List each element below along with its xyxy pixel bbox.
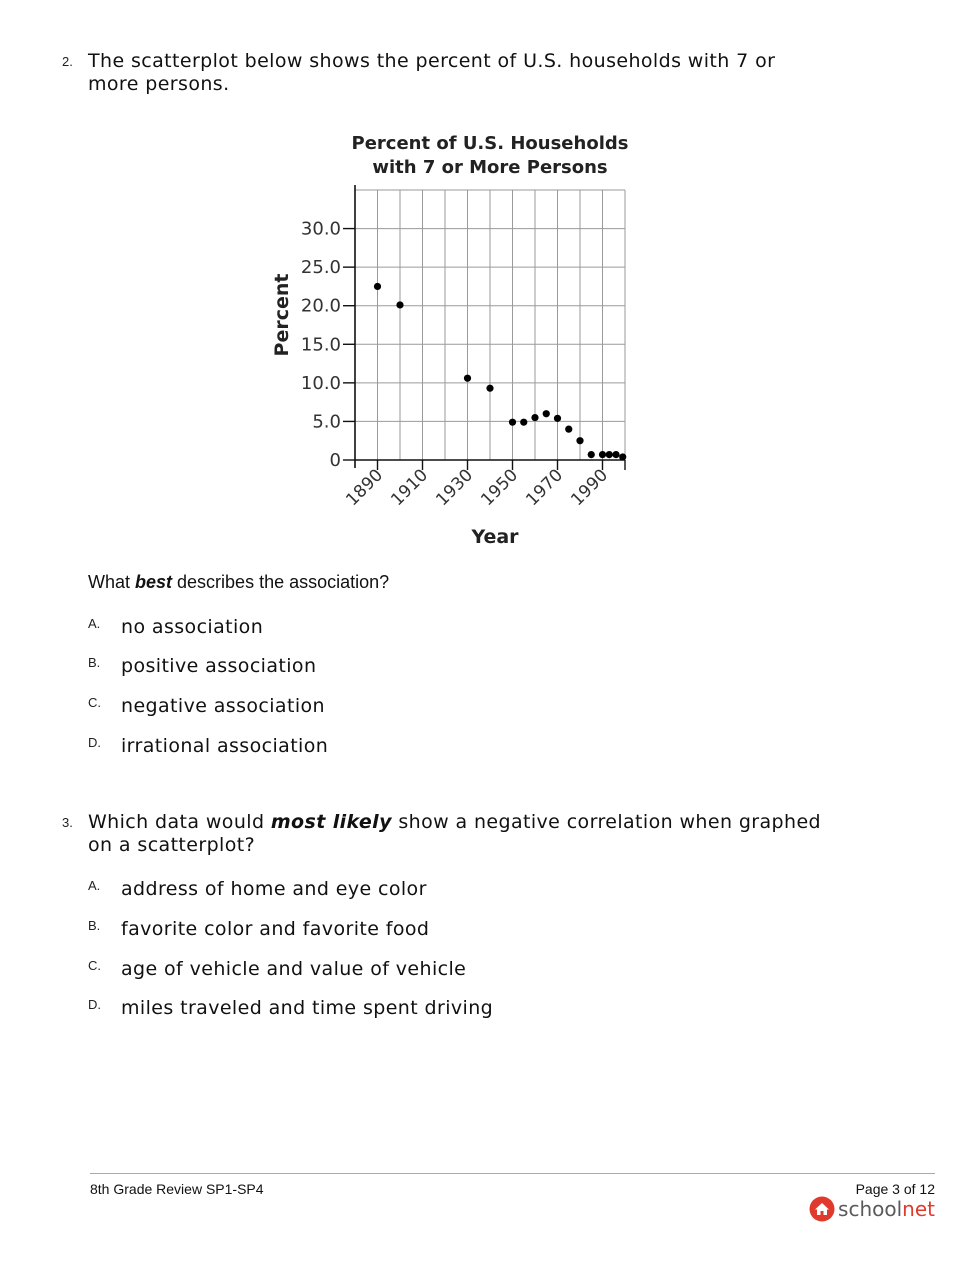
choice-text: negative association [121, 695, 325, 717]
choice-letter: C. [88, 958, 101, 973]
data-point [588, 451, 595, 458]
x-tick-label: 1930 [432, 465, 478, 511]
data-point [520, 419, 527, 426]
footer-divider [90, 1173, 935, 1174]
choice-letter: C. [88, 695, 101, 710]
data-point [396, 301, 403, 308]
choice-letter: B. [88, 655, 101, 670]
choice-text: miles traveled and time spent driving [121, 997, 494, 1019]
question-2-number: 2. [62, 54, 73, 69]
brand-name-part1: school [838, 1197, 903, 1221]
choice-text: irrational association [121, 735, 329, 757]
choice-letter: A. [88, 616, 101, 631]
chart-title-line1: Percent of U.S. Households [351, 133, 629, 154]
data-point [599, 451, 606, 458]
question-3-number: 3. [62, 815, 73, 830]
brand-name-part2: net [902, 1197, 935, 1221]
chart-grid [355, 190, 625, 460]
data-point [374, 283, 381, 290]
choice-text: age of vehicle and value of vehicle [121, 958, 467, 980]
choice-text: address of home and eye color [121, 878, 427, 900]
question-3-text-line1: Which data would most likely show a negative correlation when graphed [88, 811, 822, 833]
data-point [486, 385, 493, 392]
question-emphasis: most likely [270, 811, 392, 833]
x-tick-label: 1910 [387, 465, 433, 511]
data-point [554, 415, 561, 422]
footer-title: 8th Grade Review SP1-SP4 [90, 1181, 264, 1197]
y-tick-label: 10.0 [300, 372, 341, 394]
question-3-text-line2: on a scatterplot? [88, 834, 256, 856]
page-number: Page 3 of 12 [855, 1181, 935, 1197]
y-tick-label: 0 [329, 450, 341, 471]
y-tick-label: 15.0 [300, 334, 341, 356]
chart-title-line2: with 7 or More Persons [372, 157, 608, 178]
question-2-text-line2: more persons. [88, 73, 230, 95]
y-axis-label: Percent [271, 273, 293, 357]
choice-letter: D. [88, 735, 101, 750]
choice-letter: A. [88, 878, 101, 893]
schoolnet-logo [809, 1195, 935, 1223]
data-point [612, 451, 619, 458]
y-tick-label: 30.0 [300, 218, 341, 240]
scatterplot-chart [255, 120, 655, 560]
data-point [531, 414, 538, 421]
choice-letter: D. [88, 997, 101, 1012]
chart-points [374, 283, 626, 461]
x-axis-label: Year [471, 526, 519, 548]
data-point [565, 426, 572, 433]
x-tick-label: 1890 [342, 465, 388, 511]
question-2-text-line1: The scatterplot below shows the percent of U.S. households with 7 or [88, 50, 776, 72]
data-point [606, 451, 613, 458]
y-tick-label: 20.0 [300, 295, 341, 317]
x-tick-label: 1950 [477, 465, 523, 511]
choice-text: no association [121, 616, 264, 638]
data-point [543, 410, 550, 417]
question-2-prompt: What best describes the association? [88, 572, 390, 592]
data-point [619, 453, 626, 460]
prompt-emphasis: best [135, 572, 173, 592]
house-icon [809, 1196, 835, 1222]
choice-letter: B. [88, 918, 101, 933]
data-point [464, 375, 471, 382]
y-tick-label: 25.0 [300, 257, 341, 279]
chart-title [352, 133, 629, 178]
choice-text: favorite color and favorite food [121, 918, 430, 940]
y-tick-label: 5.0 [312, 411, 341, 433]
x-tick-label: 1970 [522, 465, 568, 511]
data-point [576, 437, 583, 444]
choice-text: positive association [121, 655, 317, 677]
x-tick-label: 1990 [567, 465, 613, 511]
chart-axes [301, 185, 625, 510]
data-point [509, 419, 516, 426]
